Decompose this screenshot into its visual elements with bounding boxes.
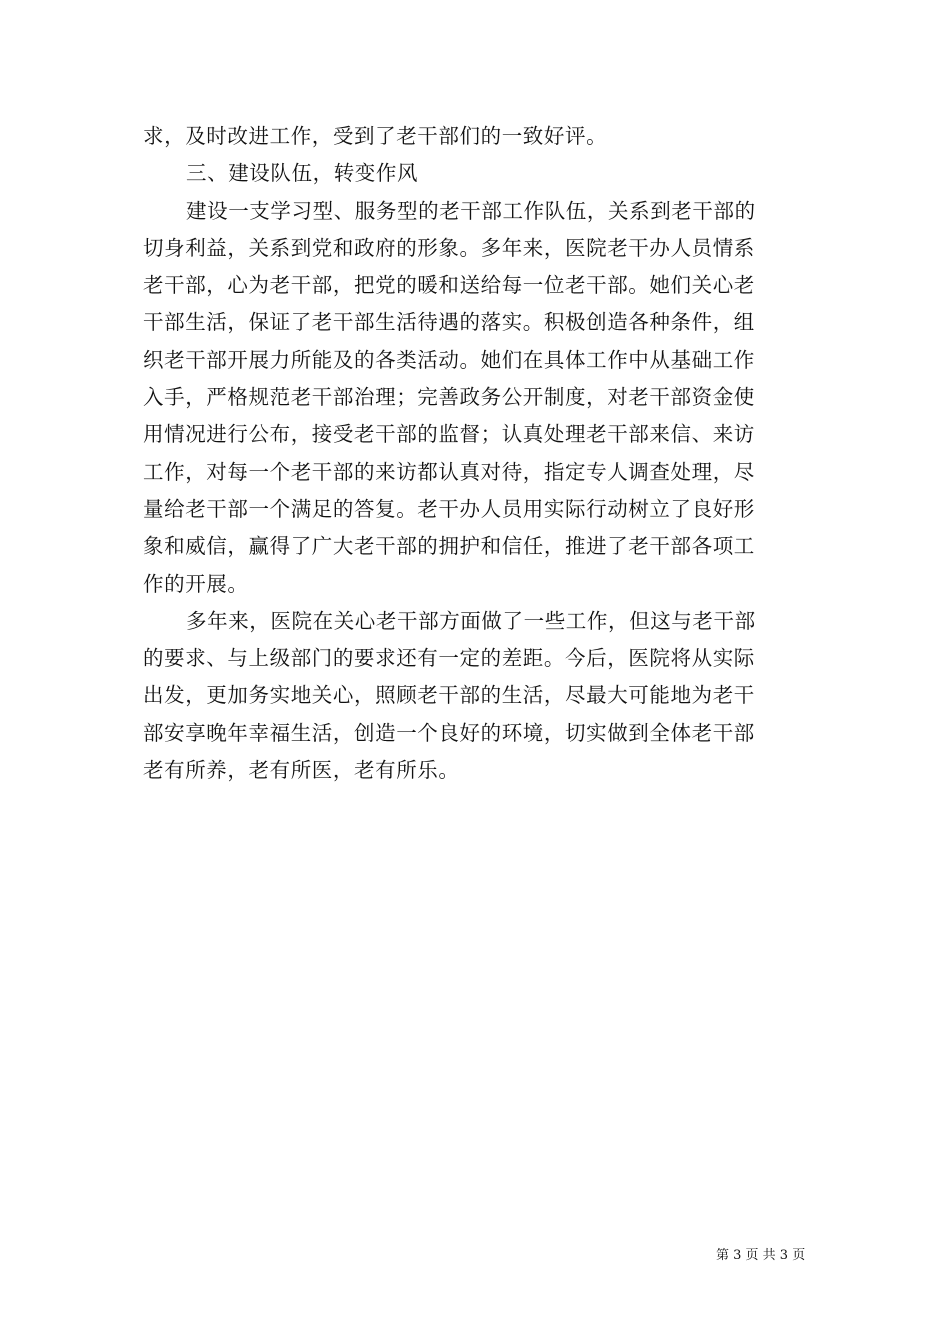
text-line: 作的开展。	[143, 571, 249, 596]
text-line: 工作，对每一个老干部的来访都认真对待，指定专人调查处理，尽	[143, 459, 755, 484]
text-line: 的要求、与上级部门的要求还有一定的差距。今后，医院将从实际	[143, 646, 755, 671]
text-line: 求，及时改进工作，受到了老干部们的一致好评。	[143, 124, 608, 148]
document-body	[143, 118, 811, 789]
page-number: 第 3 页 共 3 页	[716, 1248, 806, 1263]
text-line: 部安享晚年幸福生活，创造一个良好的环境，切实做到全体老干部	[143, 720, 755, 745]
text-line: 用情况进行公布，接受老干部的监督；认真处理老干部来信、来访	[143, 422, 755, 447]
text-line: 老干部，心为老干部，把党的暖和送给每一位老干部。她们关心老	[143, 273, 755, 298]
text-line: 象和威信，赢得了广大老干部的拥护和信任，推进了老干部各项工	[143, 534, 755, 559]
text-line: 建设一支学习型、服务型的老干部工作队伍，关系到老干部的	[186, 198, 756, 223]
text-line: 老有所养，老有所医，老有所乐。	[143, 758, 460, 783]
text-line: 干部生活，保证了老干部生活待遇的落实。积极创造各种条件，组	[143, 310, 755, 335]
text-line: 多年来，医院在关心老干部方面做了一些工作，但这与老干部	[186, 608, 756, 633]
text-line: 入手，严格规范老干部治理；完善政务公开制度，对老干部资金使	[143, 385, 755, 410]
text-line: 织老干部开展力所能及的各类活动。她们在具体工作中从基础工作	[143, 347, 755, 372]
text-line: 量给老干部一个满足的答复。老干办人员用实际行动树立了良好形	[143, 496, 755, 521]
text-line: 切身利益，关系到党和政府的形象。多年来，医院老干办人员情系	[143, 235, 755, 260]
text-line: 出发，更加务实地关心，照顾老干部的生活，尽最大可能地为老干	[143, 683, 755, 708]
section-heading: 三、建设队伍，转变作风	[186, 161, 419, 186]
